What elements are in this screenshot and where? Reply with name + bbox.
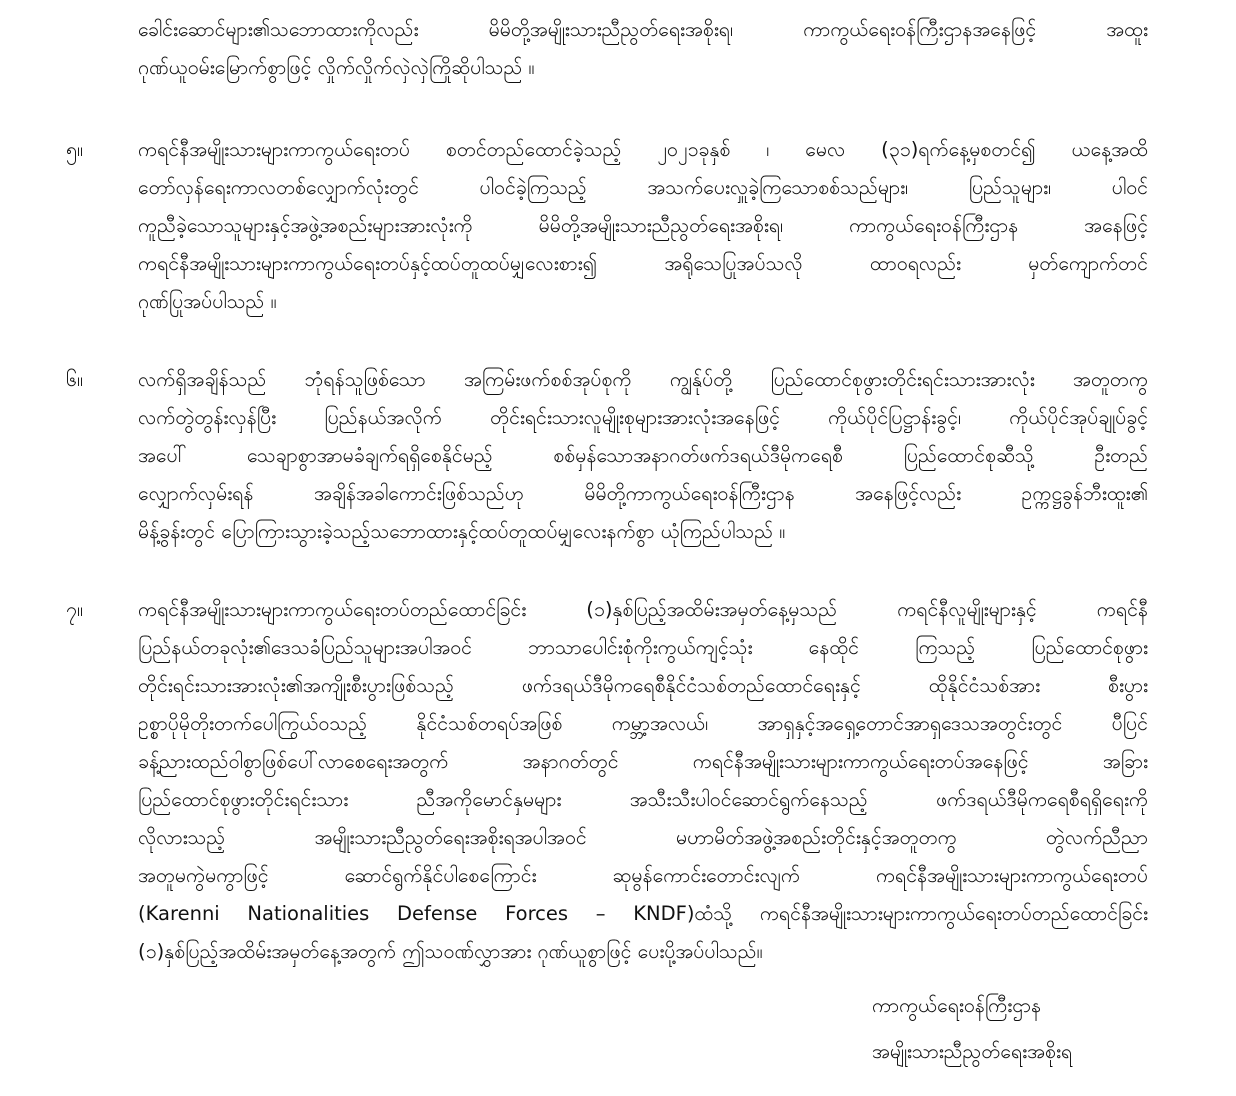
paragraph-7-line-1: ကရင်နီအမျိုးသားများကာကွယ်ရေးတပ်တည်ထောင်ခြင်း (၁)နှစ်ပြည့်အထိမ်းအမှတ်နေ့မှသည် ကရင်နီလူမျိုးများနှင့် ကရင်နီ	[138, 598, 1148, 621]
paragraph-7-line-5: ခန့်ညားထည်ဝါစွာဖြစ်ပေါ်လာစေရေးအတွက် အနာဂတ်တွင် ကရင်နီအမျိုးသားများကာကွယ်ရေးတပ်အနေဖြင့် အခြား	[138, 750, 1148, 773]
paragraph-6-line-4: လျှောက်လှမ်းရန် အချိန်အခါကောင်းဖြစ်သည်ဟု မိမိတို့ကာကွယ်ရေးဝန်ကြီးဌာန အနေဖြင့်လည်း ဥက္ကဋ္ဌခွန်ဘီးထူး၏	[138, 482, 1148, 505]
paragraph-5-line-4: ကရင်နီအမျိုးသားများကာကွယ်ရေးတပ်နှင့်ထပ်တူထပ်မျှလေးစား၍ အရိုသေပြုအပ်သလို ထာဝရလည်း မှတ်ကျောက်တင်	[138, 252, 1148, 275]
paragraph-7-line-9: (Karenni Nationalities Defense Forces – KNDF)ထံသို့ ကရင်နီအမျိုးသားများကာကွယ်ရေးတပ်တည်ထောင်ခြင်း	[138, 902, 1148, 925]
intro-line-1: ခေါင်းဆောင်များ၏သဘောထားကိုလည်း မိမိတို့အမျိုးသားညီညွတ်ရေးအစိုးရ၊ ကာကွယ်ရေးဝန်ကြီးဌာနအနေဖြင့် အထူး	[138, 18, 1148, 41]
paragraph-5-number: ၅။	[66, 138, 83, 161]
paragraph-6-number: ၆။	[66, 368, 83, 391]
paragraph-7-line-6: ပြည်ထောင်စုဖွားတိုင်းရင်းသား ညီအကိုမောင်နှမများ အသီးသီးပါဝင်ဆောင်ရွက်နေသည့် ဖက်ဒရယ်ဒီမိုကရေစီရရှိရေးကို	[138, 788, 1148, 811]
paragraph-5-line-5: ဂုဏ်ပြုအပ်ပါသည် ။	[138, 290, 277, 313]
signature-ministry: ကာကွယ်ရေးဝန်ကြီးဌာန	[872, 994, 1042, 1017]
paragraph-7-line-10: (၁)နှစ်ပြည့်အထိမ်းအမှတ်နေ့အတွက် ဤသဝဏ်လွှာအား ဂုဏ်ယူစွာဖြင့် ပေးပို့အပ်ပါသည်။	[138, 940, 763, 963]
paragraph-7-line-4: ဥစ္စာပိုမိုတိုးတက်ပေါကြွယ်ဝသည့် နိုင်ငံသစ်တရပ်အဖြစ် ကမ္ဘာ့အလယ်၊ အာရှနှင့်အရှေ့တောင်အာရှဒေသအတွင်းတွင် ပီပြင်	[138, 712, 1148, 735]
paragraph-6-line-3: အပေါ် သေချာစွာအာမခံချက်ရရှိစေနိုင်မည့် စစ်မှန်သောအနာဂတ်ဖက်ဒရယ်ဒီမိုကရေစီ ပြည်ထောင်စုဆီသို့ ဦးတည်	[138, 444, 1148, 467]
intro-line-2: ဂုဏ်ယူဝမ်းမြောက်စွာဖြင့် လှိုက်လှိုက်လှဲလှဲကြိုဆိုပါသည် ။	[138, 56, 535, 79]
paragraph-5-line-3: ကူညီခဲ့သောသူများနှင့်အဖွဲ့အစည်းများအားလုံးကို မိမိတို့အမျိုးသားညီညွတ်ရေးအစိုးရ၊ ကာကွယ်ရေးဝန်ကြီးဌာန အနေဖြင့်	[138, 214, 1148, 237]
paragraph-7-number: ၇။	[66, 598, 83, 621]
paragraph-7-line-3: တိုင်းရင်းသားအားလုံး၏အကျိုးစီးပွားဖြစ်သည့် ဖက်ဒရယ်ဒီမိုကရေစီနိုင်ငံသစ်တည်ထောင်ရေးနှင့် ထိုနိုင်ငံသစ်အား စီးပွား	[138, 674, 1148, 697]
paragraph-6-line-1: လက်ရှိအချိန်သည် ဘုံရန်သူဖြစ်သော အကြမ်းဖက်စစ်အုပ်စုကို ကျွန်ုပ်တို့ ပြည်ထောင်စုဖွားတိုင်းရင်းသားအားလုံး အတူတကွ	[138, 368, 1148, 391]
paragraph-7-line-7: လိုလားသည့် အမျိုးသားညီညွတ်ရေးအစိုးရအပါအဝင် မဟာမိတ်အဖွဲ့အစည်းတိုင်းနှင့်အတူတကွ တွဲလက်ညီညာ	[138, 826, 1148, 849]
paragraph-5-line-1: ကရင်နီအမျိုးသားများကာကွယ်ရေးတပ် စတင်တည်ထောင်ခဲ့သည့် ၂၀၂၁ခုနှစ် ၊ မေလ (၃၁)ရက်နေ့မှစတင်၍ ယနေ့အထိ	[138, 138, 1148, 161]
paragraph-5-line-2: တော်လှန်ရေးကာလတစ်လျှောက်လုံးတွင် ပါဝင်ခဲ့ကြသည့် အသက်ပေးလှူခဲ့ကြသောစစ်သည်များ၊ ပြည်သူများ၊ ပါဝင်	[138, 176, 1148, 199]
paragraph-6-line-5: မိန့်ခွန်းတွင် ပြောကြားသွားခဲ့သည့်သဘောထားနှင့်ထပ်တူထပ်မျှလေးနက်စွာ ယုံကြည်ပါသည် ။	[138, 520, 786, 543]
paragraph-6-line-2: လက်တွဲတွန်းလှန်ပြီး ပြည်နယ်အလိုက် တိုင်းရင်းသားလူမျိုးစုများအားလုံးအနေဖြင့် ကိုယ်ပိုင်ပြဋ္ဌာန်းခွင့်၊ ကိုယ်ပိုင်အုပ်ချုပ်ခွင့်	[138, 406, 1148, 429]
signature-government: အမျိုးသားညီညွတ်ရေးအစိုးရ	[872, 1040, 1073, 1063]
paragraph-7-line-8: အတူမကွဲမကွာဖြင့် ဆောင်ရွက်နိုင်ပါစေကြောင်း ဆုမွန်ကောင်းတောင်းလျက် ကရင်နီအမျိုးသားများကာကွယ်ရေးတပ်	[138, 864, 1148, 887]
paragraph-7-line-2: ပြည်နယ်တခုလုံး၏ဒေသခံပြည်သူများအပါအဝင် ဘာသာပေါင်းစုံကိုးကွယ်ကျင့်သုံး နေထိုင် ကြသည့် ပြည်ထောင်စုဖွား	[138, 636, 1148, 659]
